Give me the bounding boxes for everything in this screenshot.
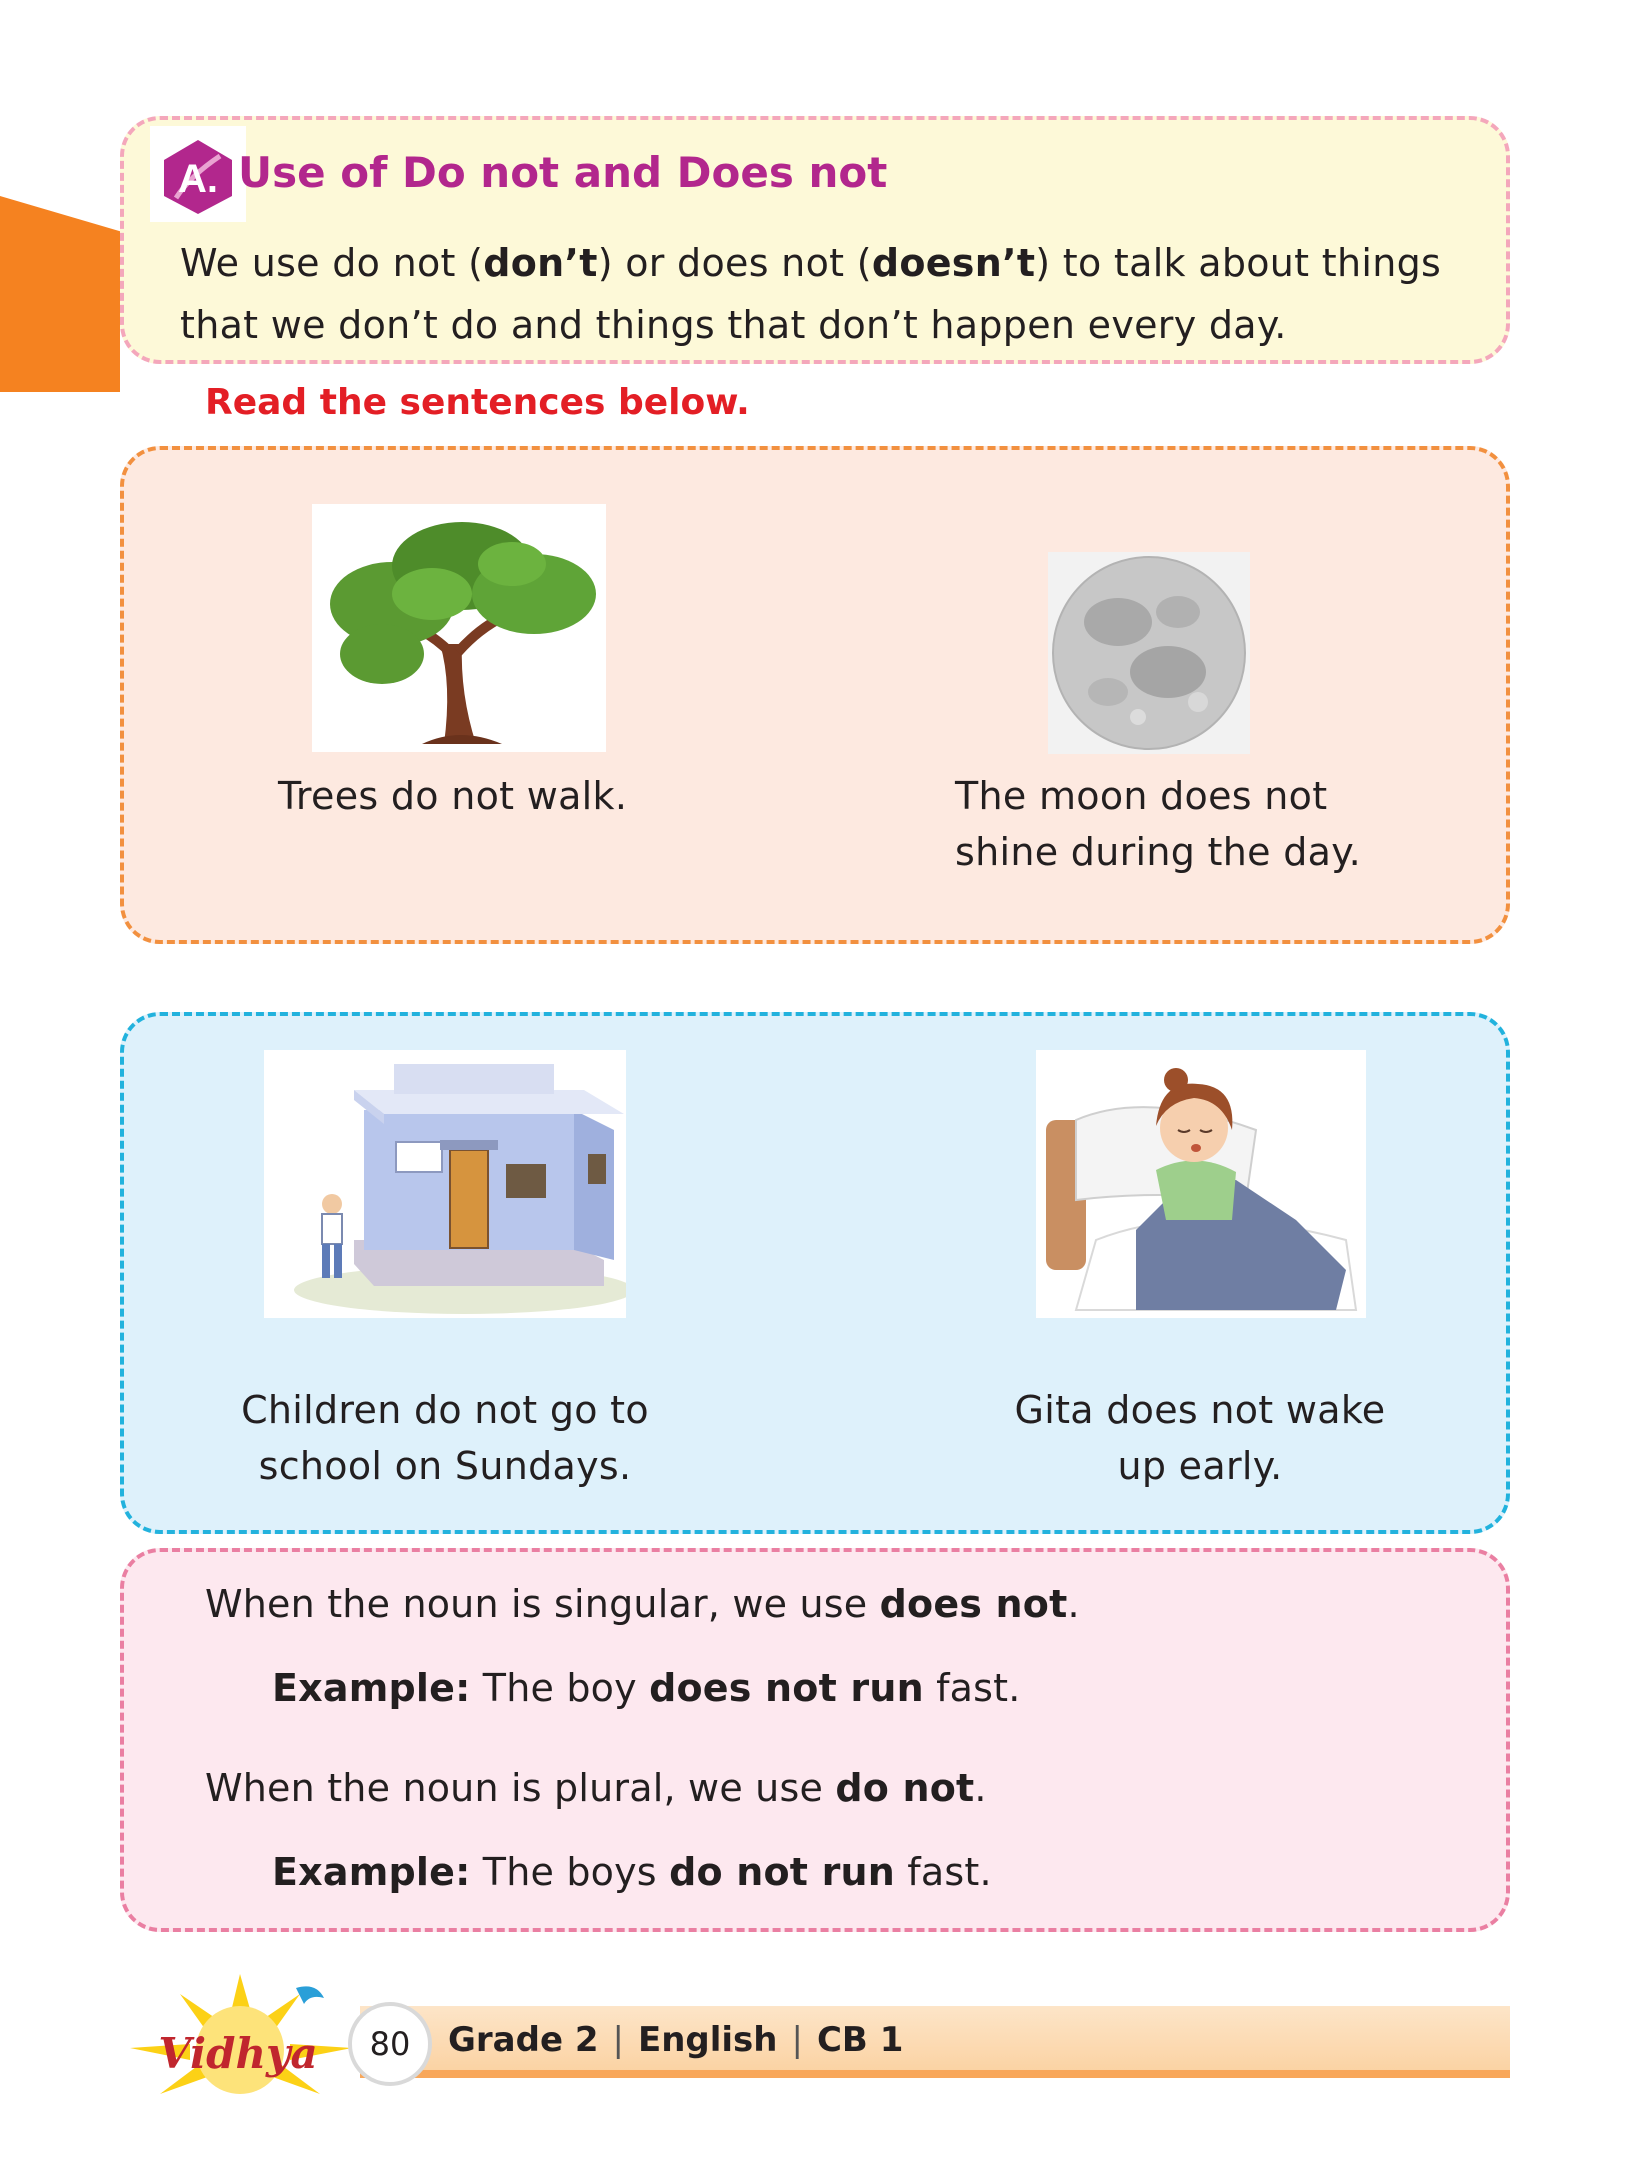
moon-picture	[1048, 552, 1250, 754]
orange-corner-tab	[0, 196, 120, 392]
section-a-badge-icon	[150, 126, 246, 222]
school-house-picture	[264, 1050, 626, 1318]
bird-icon	[296, 1986, 324, 2004]
badge-letter: A.	[178, 157, 218, 201]
example-singular: Example: The boy does not run fast.	[272, 1666, 1021, 1710]
rule-singular: When the noun is singular, we use does not.	[205, 1582, 1080, 1626]
caption-gita: Gita does not wake up early.	[1014, 1388, 1386, 1488]
rule-plural: When the noun is plural, we use do not.	[205, 1766, 987, 1810]
caption-children: Children do not go to school on Sundays.	[241, 1388, 649, 1488]
instruction-heading: Read the sentences below.	[205, 382, 750, 423]
footer-book-info: Grade 2 | English | CB 1	[448, 2020, 904, 2060]
section-title: Use of Do not and Does not	[238, 148, 888, 197]
logo-text: Vidhya	[158, 2029, 318, 2078]
section-badge	[150, 126, 246, 222]
caption-moon: The moon does not shine during the day.	[955, 774, 1361, 874]
vidhya-logo	[120, 1964, 360, 2104]
caption-trees: Trees do not walk.	[278, 774, 628, 818]
tree-picture	[312, 504, 606, 752]
example-plural: Example: The boys do not run fast.	[272, 1850, 992, 1894]
girl-in-bed-picture	[1036, 1050, 1366, 1318]
intro-paragraph: We use do not (don’t) or does not (doesn’t) to talk about things that we don’t do and things that don’t happen every day.	[180, 241, 1442, 347]
page-number: 80	[348, 2002, 432, 2086]
